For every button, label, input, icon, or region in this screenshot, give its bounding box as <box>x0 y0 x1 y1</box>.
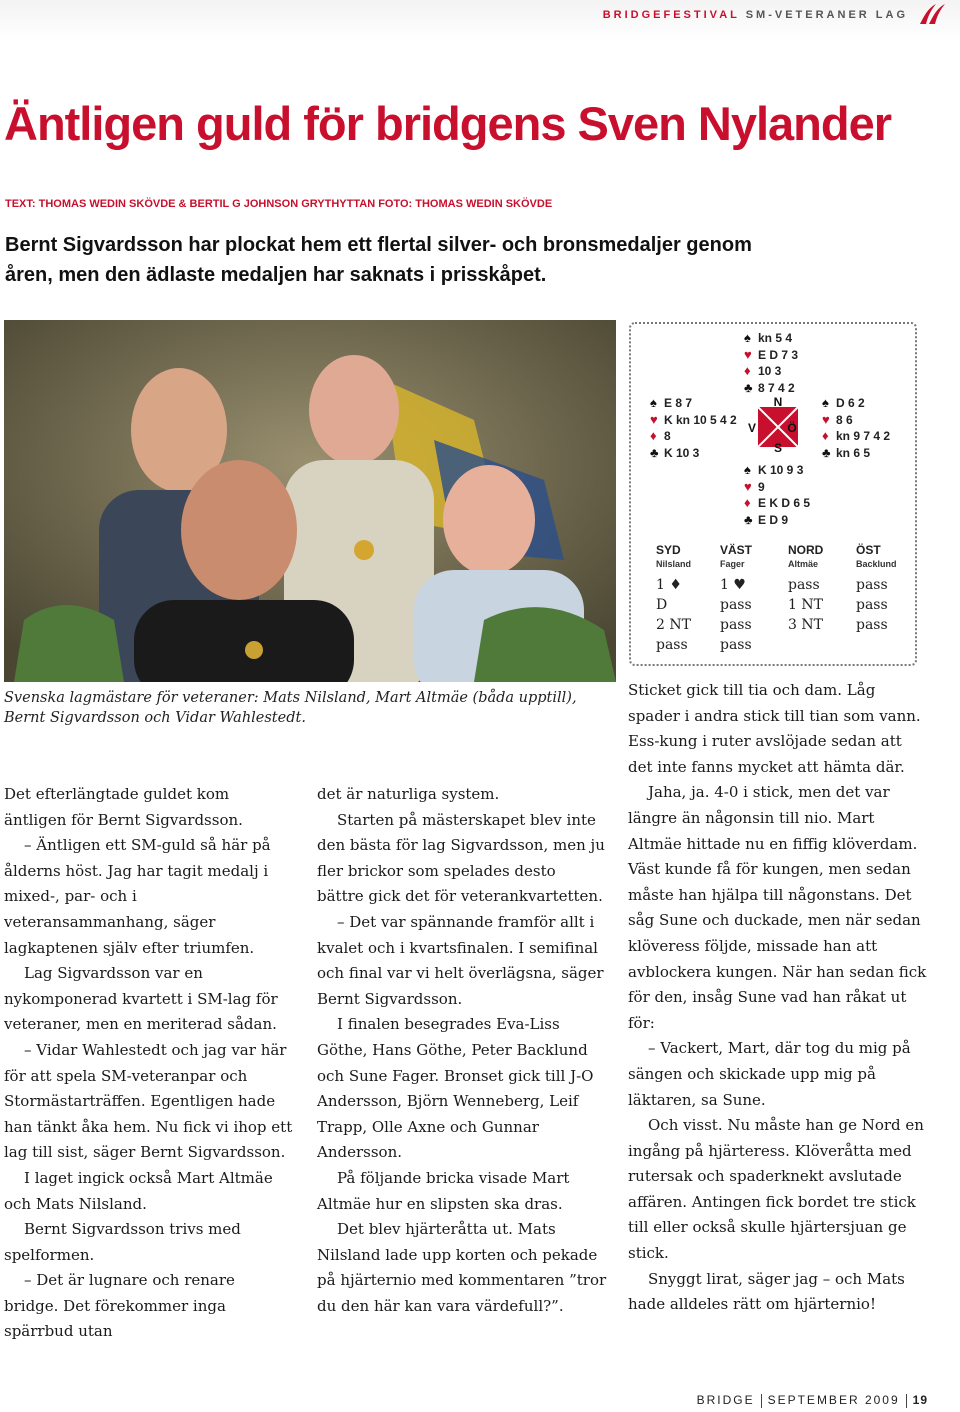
compass-icon <box>748 397 808 459</box>
paragraph: Sticket gick till tia och dam. Låg spader i andra stick till tian som vann. Ess-kung i ruter avslöjade sedan att det inte fanns mycket att hämta där. <box>628 681 921 776</box>
hand-south <box>744 462 810 528</box>
paragraph: – Det var spännande framför allt i kvalet och i kvartsfinalen. I semifinal och final var vi helt överlägsna, säger Bernt Sigvardsson. <box>317 912 604 1008</box>
bidding-row <box>656 577 910 597</box>
hand-cards: E D 9 <box>758 512 789 527</box>
hand-row <box>744 479 810 496</box>
bid-cell: pass <box>856 577 888 593</box>
paragraph: Det blev hjärteråtta ut. Mats Nilsland lade upp korten och pekade på hjärternio med kommentaren ”tror du den här kan vara värdefull?”. <box>317 1220 607 1315</box>
hand-row <box>744 330 798 347</box>
bid-cell: 1 ♦ <box>656 577 682 593</box>
diamond-icon: ♦ <box>744 495 751 510</box>
bidding-row <box>656 617 910 637</box>
bidding-header-row <box>656 543 910 559</box>
kicker-festival: BRIDGEFESTIVAL <box>602 9 740 21</box>
lead-line: åren, men den ädlaste medaljen har saknats i prisskåpet. <box>5 264 547 286</box>
paragraph: Snyggt lirat, säger jag – och Mats hade alldeles rätt om hjärternio! <box>628 1269 905 1314</box>
paragraph: – Äntligen ett SM-guld så här på ålderns höst. Jag har tagit medalj i mixed-, par- och i veteransammanhang, säger lagkaptenen själv efter triumfen. <box>4 836 271 957</box>
bid-cell: 1 ♥ <box>720 577 746 593</box>
club-icon: ♣ <box>650 444 659 460</box>
bid-cell: pass <box>856 617 888 633</box>
diamond-icon: ♦ <box>744 363 751 378</box>
hand-east <box>822 395 890 461</box>
heart-icon: ♥ <box>744 478 752 494</box>
club-icon: ♣ <box>744 379 753 395</box>
bid-cell <box>856 637 910 657</box>
bidding-row <box>656 597 910 617</box>
hand-cards: 8 <box>664 429 671 443</box>
compass-o: Ö <box>787 421 797 435</box>
bridge-logo-icon <box>916 2 946 26</box>
paragraph: Det efterlängtade guldet kom äntligen för Bernt Sigvardsson. <box>4 785 243 829</box>
bid-cell: pass <box>720 637 752 653</box>
hand-cards: E D 7 3 <box>758 347 799 362</box>
hand-cards: 9 <box>758 479 765 494</box>
footer-divider <box>761 1394 762 1408</box>
bidding-names-row <box>656 559 910 577</box>
hand-row <box>822 412 890 429</box>
hand-north <box>744 330 798 396</box>
bid-cell: pass <box>720 597 752 613</box>
body-column-2 <box>317 782 607 1319</box>
player-name: Fager <box>720 559 745 569</box>
bid-cell: 1 NT <box>788 597 823 613</box>
footer-magazine: BRIDGE <box>696 1393 755 1407</box>
hand-cards: 8 7 4 2 <box>758 380 795 395</box>
footer-divider <box>906 1394 907 1408</box>
section-kicker <box>603 9 908 21</box>
heart-icon: ♥ <box>744 346 752 362</box>
hand-cards: K 10 9 3 <box>758 463 804 477</box>
bid-cell: 2 NT <box>656 617 691 633</box>
bid-cell: pass <box>856 597 888 613</box>
paragraph: Bernt Sigvardsson trivs med spelformen. <box>4 1220 241 1264</box>
paragraph: I finalen besegrades Eva-Liss Göthe, Hans Göthe, Peter Backlund och Sune Fager. Bronset gick till J-O Andersson, Björn Wenneberg, Leif Trapp, Olle Axne och Gunnar Andersson. <box>317 1015 594 1162</box>
bid-cell: D <box>656 597 668 613</box>
bid-cell: 3 NT <box>788 617 823 633</box>
page-footer <box>697 1393 928 1408</box>
credits-line: TEXT: THOMAS WEDIN SKÖVDE & BERTIL G JOHNSON GRYTHYTTAN FOTO: THOMAS WEDIN SKÖVDE <box>5 198 553 210</box>
spade-icon: ♠ <box>822 395 829 410</box>
player-name: Backlund <box>856 559 897 569</box>
hand-row <box>744 363 798 380</box>
hand-cards: E 8 7 <box>664 396 693 410</box>
spade-icon: ♠ <box>744 330 751 345</box>
player-label: SYD <box>656 543 681 557</box>
heart-icon: ♥ <box>650 411 658 427</box>
hand-cards: E K D 6 5 <box>758 496 811 510</box>
hand-west <box>650 395 737 461</box>
hand-row <box>744 462 810 479</box>
heart-icon: ♥ <box>822 411 830 427</box>
team-photo <box>4 320 616 682</box>
paragraph: Och visst. Nu måste han ge Nord en ingång på hjärteress. Klöveråtta med rutersak och spaderknekt avslutade affären. Antingen fick bordet tre stick till eller också skulle hjärtersjuan ge stick. <box>628 1116 924 1263</box>
paragraph: – Vackert, Mart, där tog du mig på sängen och skickade upp mig på läktaren, sa Sune. <box>628 1039 911 1109</box>
hand-row <box>650 445 737 462</box>
bid-cell: pass <box>788 577 820 593</box>
bidding-row <box>656 637 910 657</box>
hand-cards: K 10 3 <box>664 445 700 460</box>
spade-icon: ♠ <box>744 462 751 477</box>
hand-cards: 8 6 <box>836 412 853 427</box>
hand-row <box>650 428 737 445</box>
bid-cell <box>788 637 856 657</box>
club-icon: ♣ <box>744 511 753 527</box>
compass-n: N <box>773 397 783 409</box>
body-column-1 <box>4 782 294 1345</box>
player-label: NORD <box>788 543 824 557</box>
player-name: Altmäe <box>788 559 819 569</box>
diamond-icon: ♦ <box>650 428 657 443</box>
hand-cards: 10 3 <box>758 364 782 378</box>
photo-caption <box>4 688 604 728</box>
hand-cards: kn 9 7 4 2 <box>836 429 891 443</box>
page-number: 19 <box>912 1393 928 1407</box>
caption-line: Svenska lagmästare för veteraner: Mats Nilsland, Mart Altmäe (båda upptill), <box>4 690 577 706</box>
caption-line: Bernt Sigvardsson och Vidar Wahlestedt. <box>4 710 306 726</box>
diamond-icon: ♦ <box>822 428 829 443</box>
paragraph: – Vidar Wahlestedt och jag var här för att spela SM-veteranpar och Stormästarträffen. Egentligen hade han tänkt åka hem. Nu fick vi ihop ett lag till sist, säger Bernt Sigvardsson. <box>4 1040 293 1162</box>
hand-row <box>744 512 810 529</box>
hand-row <box>822 445 890 462</box>
hand-row <box>650 395 737 412</box>
player-name: Nilsland <box>656 559 692 569</box>
club-icon: ♣ <box>822 444 831 460</box>
hand-row <box>822 395 890 412</box>
paragraph: I laget ingick också Mart Altmäe och Mats Nilsland. <box>4 1168 273 1213</box>
bidding-table <box>656 543 910 657</box>
kicker-section: SM-VETERANER LAG <box>745 9 908 21</box>
hand-row <box>744 347 798 364</box>
bid-cell: pass <box>656 637 688 653</box>
player-label: VÄST <box>720 543 753 557</box>
headline: Äntligen guld för bridgens Sven Nylander <box>4 97 892 150</box>
spade-icon: ♠ <box>650 395 657 410</box>
paragraph: På följande bricka visade Mart Altmäe hur en slipsten ska dras. <box>317 1168 570 1213</box>
paragraph: Starten på mästerskapet blev inte den bästa för lag Sigvardsson, men ju fler brickor som spelades desto bättre gick det för veterankvartetten. <box>317 810 605 906</box>
paragraph: Lag Sigvardsson var en nykomponerad kvartett i SM-lag för veteraner, men en meriterad sådan. <box>4 964 278 1034</box>
hand-row <box>744 380 798 397</box>
hand-row <box>650 412 737 429</box>
player-label: ÖST <box>856 543 881 557</box>
hand-cards: kn 6 5 <box>836 445 871 460</box>
paragraph: Jaha, ja. 4-0 i stick, men det var längre än någonsin till nio. Mart Altmäe hittade nu en fiffig klöverdam. Väst kunde få för kungen, men sedan måste han hjälpa till någonstans. Det såg Sune och duckade, men när sedan klöveress följde, missade han att avblockera kungen. När han sedan fick för den, insåg Sune vad han råkat ut för: <box>628 783 927 1032</box>
body-column-3 <box>628 678 928 1318</box>
lead-paragraph <box>5 230 785 290</box>
hand-cards: kn 5 4 <box>758 331 793 345</box>
hand-cards: K kn 10 5 4 2 <box>664 412 737 427</box>
footer-issue: SEPTEMBER 2009 <box>767 1393 900 1407</box>
hand-cards: D 6 2 <box>836 396 865 410</box>
compass-s: S <box>773 441 783 455</box>
paragraph: det är naturliga system. <box>317 785 500 803</box>
lead-line: Bernt Sigvardsson har plockat hem ett flertal silver- och bronsmedaljer genom <box>5 234 752 256</box>
hand-row <box>744 495 810 512</box>
compass-v: V <box>748 421 757 435</box>
paragraph: – Det är lugnare och renare bridge. Det förekommer inga spärrbud utan <box>4 1271 235 1341</box>
bid-cell: pass <box>720 617 752 633</box>
team-photo-illustration <box>4 320 616 682</box>
hand-row <box>822 428 890 445</box>
